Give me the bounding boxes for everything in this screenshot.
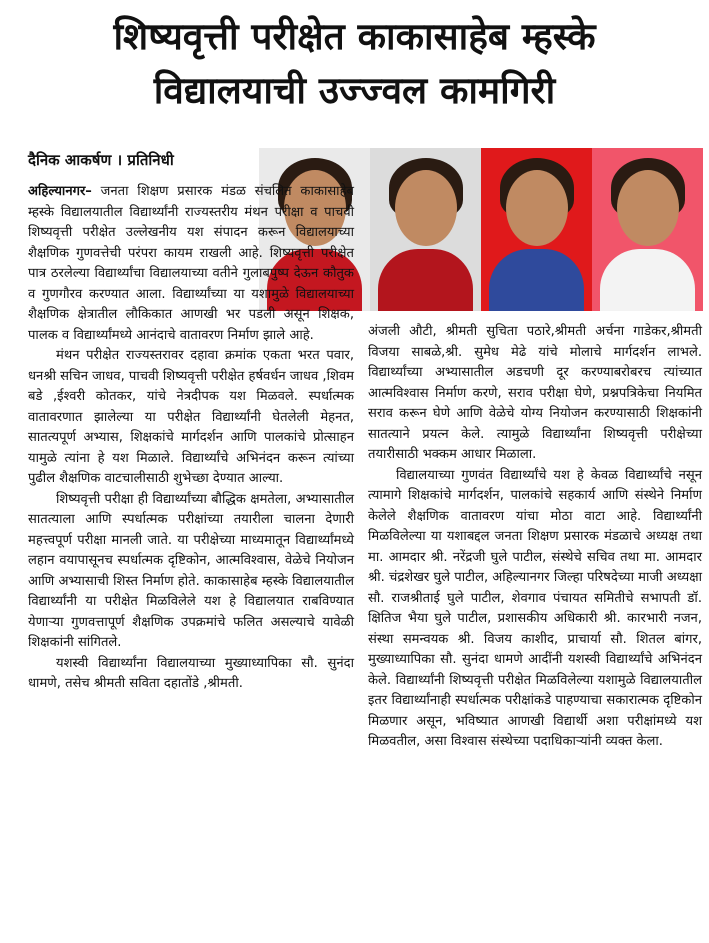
dateline-place: अहिल्यानगर– bbox=[28, 184, 92, 199]
student-photo-4 bbox=[592, 148, 703, 311]
article-column-2 bbox=[368, 322, 702, 753]
article-text: जनता शिक्षण प्रसारक मंडळ संचलित काकासाहेब म्हस्के विद्यालयातील विद्यार्थ्यांनी राज्यस्तरीय मंथन परीक्षा व पाचवी शिष्यवृत्ती परीक्षेत उल्लेखनीय यश संपादन करून विद्यालयाच्या शैक्षणिक गुणवत्तेची परंपरा कायम राखली आहे. शिष्यवृत्ती परीक्षेत पात्र ठरलेल्या विद्यार्थ्यांचा विद्यालयाच्या वतीने गुलाबपुष्प देऊन कौतुक व गुणगौरव करण्यात आला. विद्यार्थ्यांच्या या यशामुळे विद्यालयाच्या शैक्षणिक क्षेत्रातील लौकिकात आणखी भर पडली असून शिक्षक, पालक व विद्यार्थ्यांमध्ये आनंदाचे वातावरण निर्माण झाले आहे. bbox=[28, 184, 355, 343]
article-paragraph: विद्यालयाच्या गुणवंत विद्यार्थ्यांचे यश हे केवळ विद्यार्थ्यांचे नसून त्यामागे शिक्षकांचे मार्गदर्शन, पालकांचे सहकार्य आणि संस्थेने निर्माण केलेले शैक्षणिक वातावरण यांचा मोठा वाटा आहे. विद्यार्थ्यांनी मिळविलेल्या या यशाबद्दल जनता शिक्षण प्रसारक मंडळाचे अध्यक्ष तथा मा. आमदार श्री. नरेंद्रजी घुले पाटील, संस्थेचे सचिव तथा मा. आमदार श्री. चंद्रशेखर घुले पाटील, अहिल्यानगर जिल्हा परिषदेच्या माजी अध्यक्षा सौ. राजश्रीताई घुले पाटील, शेवगाव पंचायत समितीचे सभापती डॉ. क्षितिज भैया घुले पाटील, प्रशासकीय अधिकारी श्री. कारभारी नजन, संस्था समन्वयक श्री. विजय काशीद, प्राचार्या सौ. शितल बांगर, मुख्याध्यापिका सौ. सुनंदा धामणे आदींनी यशस्वी विद्यार्थ्यांचे अभिनंदन केले. विद्यार्थ्यांनी शिष्यवृत्ती परीक्षेत मिळविलेल्या यशामुळे विद्यालयातील इतर विद्यार्थ्यांनाही स्पर्धात्मक परीक्षांकडे पाहण्याचा सकारात्मक दृष्टिकोन मिळणार असून, भविष्यात आणखी विद्यार्थी अशा परीक्षांमध्ये यश मिळवतील, असा विश्वास संस्थेच्या पदाधिकाऱ्यांनी व्यक्त केला. bbox=[368, 467, 702, 749]
article-column-1 bbox=[28, 182, 354, 695]
article-paragraph: यशस्वी विद्यार्थ्यांना विद्यालयाच्या मुख्याध्यापिका सौ. सुनंदा धामणे, तसेच श्रीमती सविता दहातोंडे ,श्रीमती. bbox=[28, 655, 354, 691]
article-paragraph bbox=[28, 182, 354, 346]
student-photo-3 bbox=[481, 148, 592, 311]
article-paragraph: अंजली औटी, श्रीमती सुचिता पठारे,श्रीमती अर्चना गाडेकर,श्रीमती विजया साबळे,श्री. सुमेध मेढे यांचे मोलाचे मार्गदर्शन लाभले. विद्यार्थ्यांच्या अभ्यासातील अडचणी दूर करण्याबरोबरच त्यांच्यात आत्मविश्वास निर्माण करणे, सराव परीक्षा घेणे, प्रश्नपत्रिकेचा नियमित सराव करून घेणे आणि वेळेचे योग्य नियोजन करण्यासाठी शिक्षकांनी सातत्याने प्रयत्न केले. त्यामुळे विद्यार्थ्यांना शिष्यवृत्ती परीक्षेच्या तयारीसाठी भक्कम आधार मिळाला. bbox=[368, 324, 702, 462]
article-paragraph: मंथन परीक्षेत राज्यस्तरावर दहावा क्रमांक एकता भरत पवार, धनश्री सचिन जाधव, पाचवी शिष्यवृत्ती परीक्षेत हर्षवर्धन जाधव ,शिवम बडे ,ईश्वरी कोतकर, यांचे नेत्रदीपक यश मिळवले. स्पर्धात्मक वातावरणात झालेल्या या परीक्षेत विद्यार्थ्यांनी घेतलेली मेहनत, सातत्यपूर्ण अभ्यास, शिक्षकांचे मार्गदर्शन आणि पालकांचे प्रोत्साहन यामुळे त्यांना हे यश मिळाले. विद्यार्थ्यांचे अभिनंदन करून त्यांच्या पुढील शैक्षणिक वाटचालीसाठी शुभेच्छा देण्यात आल्या. bbox=[28, 348, 354, 486]
headline bbox=[0, 10, 709, 118]
headline-line-1: शिष्यवृत्ती परीक्षेत काकासाहेब म्हस्के bbox=[113, 15, 596, 58]
headline-line-2: विद्यालयाची उज्ज्वल कामगिरी bbox=[153, 69, 556, 112]
byline: दैनिक आकर्षण । प्रतिनिधी bbox=[28, 151, 174, 169]
article-paragraph: शिष्यवृत्ती परीक्षा ही विद्यार्थ्यांच्या बौद्धिक क्षमतेला, अभ्यासातील सातत्याला आणि स्पर्धात्मक परीक्षांच्या तयारीला चालना देणारी महत्त्वपूर्ण परीक्षा मानली जाते. या परीक्षेच्या माध्यमातून विद्यार्थ्यांमध्ये लहान वयापासूनच स्पर्धात्मक दृष्टिकोन, आत्मविश्वास, वेळेचे नियोजन आणि अभ्यासाची शिस्त निर्माण होते. काकासाहेब म्हस्के विद्यालयातील विद्यार्थ्यांनी या परीक्षेत मिळविलेले यश हे विद्यालयात राबविण्यात येणाऱ्या गुणवत्तापूर्ण शैक्षणिक उपक्रमांचे फलित असल्याचे यावेळी शिक्षकांनी सांगितले. bbox=[28, 491, 354, 650]
student-photo-2 bbox=[370, 148, 481, 311]
